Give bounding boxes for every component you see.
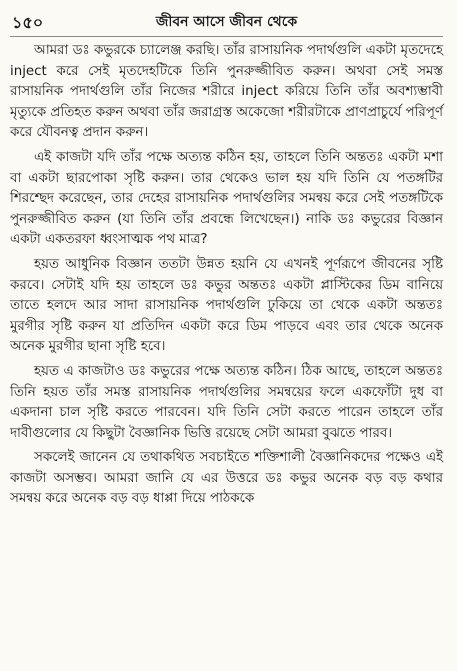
paragraph: এই কাজটা যদি তাঁর পক্ষে অত্যন্ত কঠিন হয়, তাহলে তিনি অন্ততঃ একটা মশা বা একটা ছারপোকা সৃষ্টি করুন। তার থেকেও ভাল হয় যদি তিনি যে পতঙ্গটির শিরশ্ছেদ করেছেন, তার দেহের রাসায়নিক পদার্থগুলির সমন্বয় করে সেই পতঙ্গটিকে পুনরুজ্জীবিত করুন (যা তিনি তাঁর প্রবন্ধে লিখেছেন।) নাকি ডঃ কভুরের বিজ্ঞান একটা একতরফা ধ্বংসাত্মক পথ মাত্র?	[10, 149, 443, 248]
paragraph: সকলেই জানেন যে তথাকথিত সবচাইতে শক্তিশালী বৈজ্ঞানিকদের পক্ষেও এই কাজটা অসম্ভব। আমরা জানি যে এর উত্তরে ডঃ কভুর অনেক বড় বড় কথার সমন্বয় করে অনেক বড় বড় ধাপ্পা দিয়ে পাঠককে	[10, 450, 443, 507]
paragraph: হয়ত আধুনিক বিজ্ঞান ততটা উন্নত হয়নি যে এখনই পূর্ণরূপে জীবনের সৃষ্টি করবে। সেটাই যদি হয় তাহলে ডঃ কভুর অন্ততঃ একটা প্লাস্টিকের ডিম বানিয়ে তাতে হলদে আর সাদা রাসায়নিক পদার্থগুলি ঢুকিয়ে তা থেকে একটা অন্ততঃ মুরগীর সৃষ্টি করুন যা প্রতিদিন একটা করে ডিম পাড়বে এবং তার থেকে অনেক অনেক মুরগীর ছানা সৃষ্টি হবে।	[10, 256, 443, 355]
page-body	[10, 41, 443, 510]
page-number: ১৫০	[12, 13, 44, 32]
paragraph: আমরা ডঃ কভুরকে চ্যালেঞ্জ করছি। তাঁর রাসায়নিক পদার্থগুলি একটা মৃতদেহে inject করে সেই মৃতদেহটিকে তিনি পুনরুজ্জীবিত করুন। অথবা সেই সমস্ত রাসায়নিক পদার্থগুলি তাঁর নিজের শরীরে inject করিয়ে তিনি তাঁর অবশ্যম্ভাবী মৃত্যুকে প্রতিহত করুন অথবা তাঁর জরাগ্রস্ত অকেজো শরীরটাকে প্রাণপ্রাচুর্যে পরিপূর্ণ করে যৌবনত্ব প্রদান করুন।	[10, 43, 443, 141]
running-title: জীবন আসে জীবন থেকে	[155, 14, 298, 30]
page-header	[10, 8, 443, 37]
paragraph: হয়ত এ কাজটাও ডঃ কভুরের পক্ষে অত্যন্ত কঠিন। ঠিক আছে, তাহলে অন্ততঃ তিনি হয়ত তাঁর সমস্ত রাসায়নিক পদার্থগুলির সমন্বয়ের ফলে একফোঁটা দুধ বা একদানা চাল সৃষ্টি করতে পারবেন। যদি তিনি সেটা করতে পারেন তাহলে তাঁর দাবীগুলোর যে কিছুটা বৈজ্ঞানিক ভিত্তি রয়েছে সেটা আমরা বুঝতে পারব।	[10, 363, 443, 441]
